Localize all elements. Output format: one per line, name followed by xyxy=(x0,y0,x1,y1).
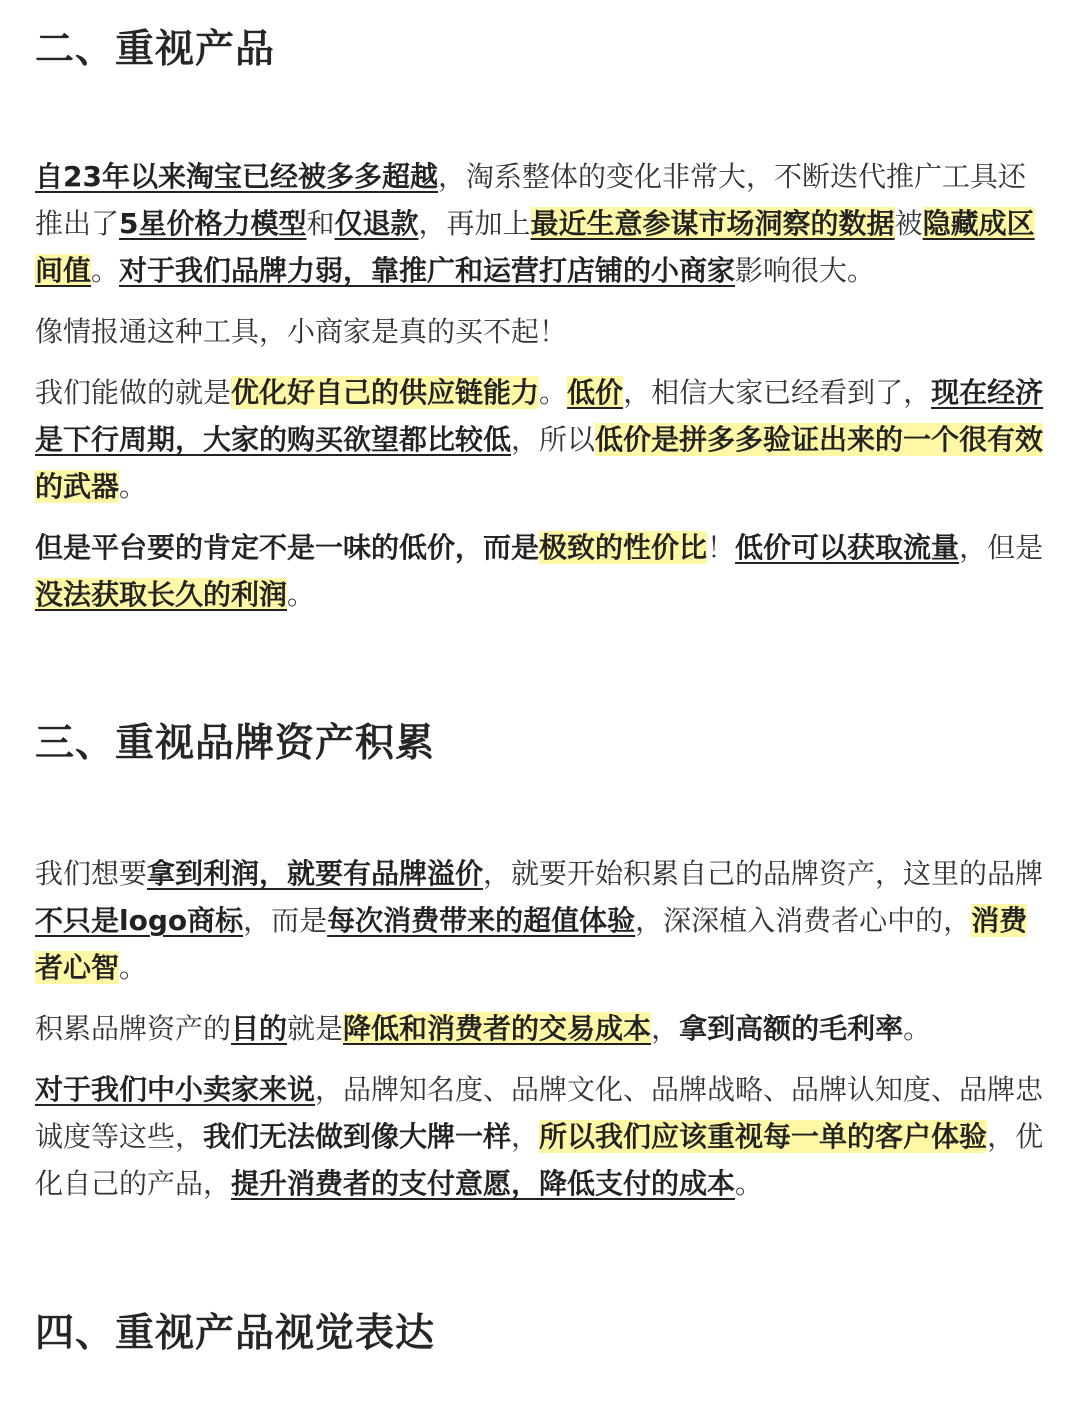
text-run: 被 xyxy=(894,207,923,240)
text-run: ，优化自己的产品， xyxy=(35,1120,1044,1200)
text-run: 极致的性价比 xyxy=(539,531,708,564)
text-run: ，所以 xyxy=(511,423,596,456)
text-run: 就是 xyxy=(287,1012,344,1045)
section-4-title: 四、重视产品视觉表达 xyxy=(35,1311,436,1356)
text-run: 。 xyxy=(539,376,568,409)
text-run: 影响很大。 xyxy=(735,254,876,287)
text-run: 对于我们中小卖家来说 xyxy=(35,1073,316,1106)
text-run: ，而是 xyxy=(243,904,328,937)
text-run: ，但是 xyxy=(959,531,1044,564)
section-2-paragraph-4 xyxy=(35,524,1047,618)
text-run: 现在经济是下行周期，大家的购买欲望都比较低 xyxy=(35,376,1044,456)
section-2-title: 二、重视产品 xyxy=(35,27,276,72)
text-run: 。 xyxy=(903,1012,932,1045)
text-run: 降低和消费者的交易成本 xyxy=(343,1012,652,1045)
text-run: ，再加上 xyxy=(418,207,531,240)
text-run: 隐藏成区间值 xyxy=(35,207,1035,287)
text-run: 像情报通这种工具，小商家是真的买不起！ xyxy=(35,315,568,348)
text-run: 和 xyxy=(306,207,335,240)
text-run: 我们无法做到像大牌一样 xyxy=(203,1120,512,1153)
text-run: 我们想要 xyxy=(35,857,148,890)
text-run: 提升消费者的支付意愿，降低支付的成本 xyxy=(231,1167,736,1200)
text-run: 。 xyxy=(91,254,120,287)
text-run: 每次消费带来的超值体验 xyxy=(327,904,636,937)
text-run: 所以我们应该重视每一单的客户体验 xyxy=(539,1120,988,1153)
section-3-title: 三、重视品牌资产积累 xyxy=(35,721,436,766)
text-run: 积累品牌资产的 xyxy=(35,1012,232,1045)
text-run: 目的 xyxy=(231,1012,288,1045)
text-run: 自23年以来淘宝已经被多多超越 xyxy=(35,160,438,193)
text-run: 。 xyxy=(735,1167,764,1200)
text-run: ，相信大家已经看到了， xyxy=(623,376,932,409)
text-run: 低价 xyxy=(567,376,624,409)
section-3-paragraph-3 xyxy=(35,1066,1047,1207)
text-run: 不只是logo商标 xyxy=(35,904,244,937)
text-run: 没法获取长久的利润 xyxy=(35,578,288,611)
text-run: 但是平台要的肯定不是一味的低价，而是 xyxy=(35,531,540,564)
text-run: ！ xyxy=(707,531,736,564)
text-run: 拿到高额的毛利率 xyxy=(679,1012,904,1045)
text-run: 低价是拼多多验证出来的一个很有效的武器 xyxy=(35,423,1044,503)
text-run: ， xyxy=(511,1120,540,1153)
section-2-paragraph-2 xyxy=(35,308,1047,355)
text-run: ，深深植入消费者心中的， xyxy=(635,904,972,937)
text-run: 。 xyxy=(119,951,148,984)
text-run: 5星价格力模型 xyxy=(119,207,307,240)
text-run: 低价可以获取流量 xyxy=(735,531,960,564)
section-3-paragraph-1 xyxy=(35,850,1047,991)
text-run: 优化好自己的供应链能力 xyxy=(231,376,540,409)
text-run: ，品牌知名度、品牌文化、品牌战略、品牌认知度、品牌忠诚度等这些， xyxy=(35,1073,1044,1153)
text-run: ，淘系整体的变化非常大，不断迭代推广工具还推出了 xyxy=(35,160,1026,240)
text-run: 。 xyxy=(119,470,148,503)
text-run: 。 xyxy=(287,578,316,611)
text-run: ， xyxy=(651,1012,680,1045)
text-run: ，就要开始积累自己的品牌资产，这里的品牌 xyxy=(483,857,1044,890)
text-run: 最近生意参谋市场洞察的数据 xyxy=(530,207,895,240)
section-3-paragraph-2 xyxy=(35,1005,1047,1052)
section-2-paragraph-1 xyxy=(35,153,1047,294)
section-2-paragraph-3 xyxy=(35,369,1047,510)
text-run: 仅退款 xyxy=(334,207,419,240)
text-run: 消费者心智 xyxy=(35,904,1028,984)
text-run: 我们能做的就是 xyxy=(35,376,232,409)
text-run: 对于我们品牌力弱，靠推广和运营打店铺的小商家 xyxy=(119,254,736,287)
text-run: 拿到利润，就要有品牌溢价 xyxy=(147,857,484,890)
